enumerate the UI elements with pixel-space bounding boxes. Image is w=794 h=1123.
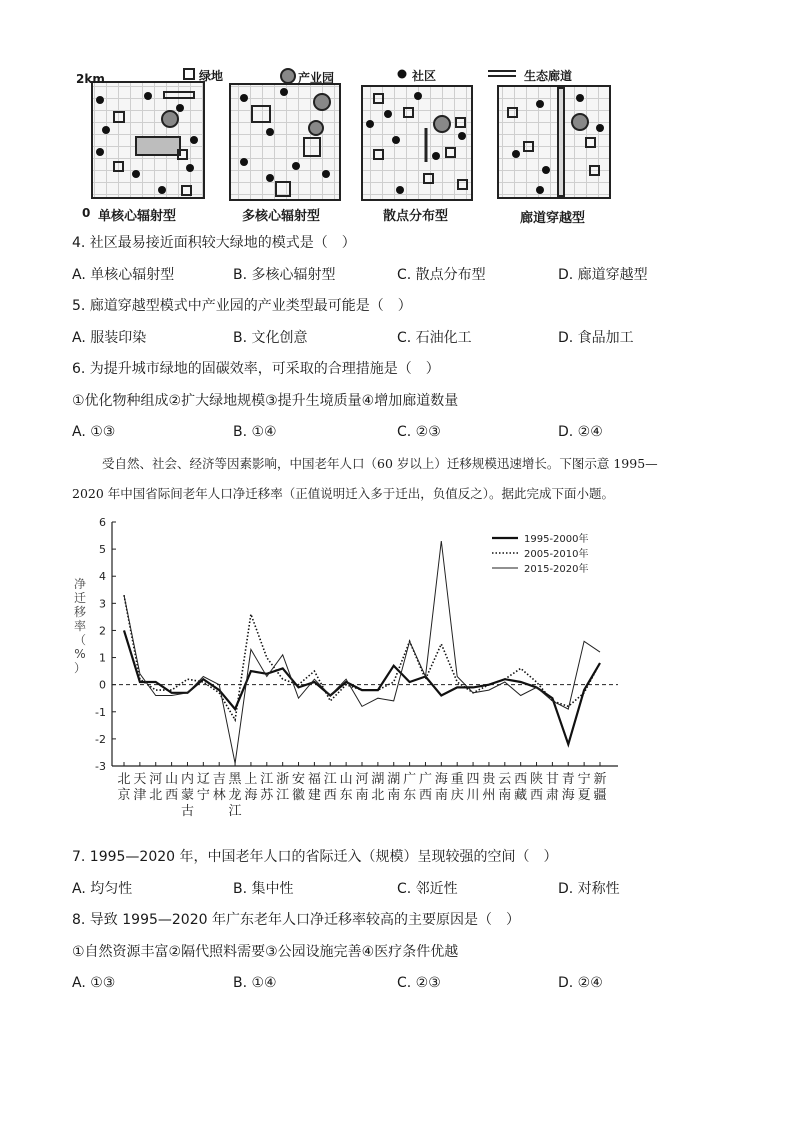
q5-option-c[interactable]: C. 石油化工 xyxy=(397,330,472,346)
x-tick-label: 黑 xyxy=(228,772,242,787)
q8-items: ①自然资源丰富②隔代照料需要③公园设施完善④医疗条件优越 xyxy=(72,944,459,960)
industrial-park xyxy=(314,94,330,110)
y-tick-label: 3 xyxy=(99,597,106,611)
x-tick-label: 福 xyxy=(307,772,321,787)
x-tick-label: 林 xyxy=(212,788,226,803)
legend-label-3: 2015-2020年 xyxy=(524,564,589,575)
q6-option-a[interactable]: A. ①③ xyxy=(72,424,116,440)
x-tick-label: 州 xyxy=(482,788,496,803)
map-single-core xyxy=(92,82,204,198)
x-tick-label: 北 xyxy=(117,772,131,787)
legend-community-label: 社区 xyxy=(412,69,437,83)
x-tick-label: 重 xyxy=(450,772,464,787)
x-tick-label: 甘 xyxy=(545,772,559,787)
x-tick-label: 湖 xyxy=(371,772,385,787)
x-tick-label: 龙 xyxy=(228,788,242,803)
x-tick-label: 吉 xyxy=(212,772,226,787)
q7-option-c[interactable]: C. 邻近性 xyxy=(397,881,458,897)
q4-option-a[interactable]: A. 单核心辐射型 xyxy=(72,267,175,283)
q5-option-a[interactable]: A. 服装印染 xyxy=(72,330,147,346)
map-multi-core xyxy=(230,84,340,200)
y-tick-label: 2 xyxy=(99,624,106,638)
x-tick-label: 西 xyxy=(323,788,337,803)
x-tick-label: 四 xyxy=(466,772,480,787)
map-figure-svg xyxy=(70,62,630,228)
legend-label-1: 1995-2000年 xyxy=(524,534,589,545)
q4-option-b[interactable]: B. 多核心辐射型 xyxy=(233,267,336,283)
x-tick-label: 藏 xyxy=(514,788,528,803)
q8-option-d[interactable]: D. ②④ xyxy=(558,975,603,991)
y-tick-label: -3 xyxy=(95,760,106,773)
x-tick-label: 江 xyxy=(276,788,290,803)
scale-top-label: 2km xyxy=(76,72,105,86)
x-tick-label: 北 xyxy=(149,788,163,803)
y-tick-label: 0 xyxy=(99,678,106,692)
q6-items: ①优化物种组成②扩大绿地规模③提升生境质量④增加廊道数量 xyxy=(72,393,459,409)
x-tick-label: 建 xyxy=(307,788,321,803)
x-tick-label: 南 xyxy=(355,788,369,803)
intro-line-2: 2020 年中国省际间老年人口净迁移率（正值说明迁入多于迁出，负值反之）。据此完成下面小题。 xyxy=(72,486,615,501)
x-tick-label: 山 xyxy=(165,772,179,787)
q8-stem: 8. 导致 1995—2020 年广东老年人口净迁移率较高的主要原因是（ ） xyxy=(72,912,520,928)
y-tick-label: 5 xyxy=(99,543,106,557)
x-tick-label: 云 xyxy=(498,772,512,787)
x-tick-label: 北 xyxy=(371,788,385,803)
y-axis-label: 率 xyxy=(73,619,87,633)
x-tick-label: 浙 xyxy=(276,772,290,787)
intro-line-1: 受自然、社会、经济等因素影响，中国老年人口（60 岁以上）迁移规模迅速增长。下图示意 1995— xyxy=(102,456,658,471)
y-axis-label: % xyxy=(74,647,86,661)
map-figure xyxy=(70,62,630,228)
x-tick-label: 东 xyxy=(339,788,353,803)
x-tick-label: 京 xyxy=(117,788,131,803)
x-tick-label: 西 xyxy=(530,788,544,803)
q7-stem: 7. 1995—2020 年，中国老年人口的省际迁入（规模）呈现较强的空间（ ） xyxy=(72,849,558,865)
double-line-icon xyxy=(488,71,516,76)
q7-option-d[interactable]: D. 对称性 xyxy=(558,881,620,897)
x-tick-label: 津 xyxy=(133,788,147,803)
y-tick-label: -1 xyxy=(95,705,106,719)
x-tick-label: 海 xyxy=(244,788,258,803)
x-tick-label: 西 xyxy=(514,772,528,787)
y-axis-label: （ xyxy=(73,633,87,647)
x-tick-label: 陕 xyxy=(530,772,544,787)
q7-option-b[interactable]: B. 集中性 xyxy=(233,881,294,897)
y-axis-label: 移 xyxy=(73,605,87,619)
x-tick-label: 内 xyxy=(180,772,194,787)
map-caption-1: 单核心辐射型 xyxy=(98,209,177,224)
x-tick-label: 辽 xyxy=(196,772,210,787)
x-tick-label: 天 xyxy=(133,772,147,787)
y-axis-label: 迁 xyxy=(73,591,87,605)
eco-corridor xyxy=(558,88,564,196)
y-tick-label: 1 xyxy=(99,651,106,665)
y-tick-label: 6 xyxy=(99,516,106,529)
x-tick-label: 夏 xyxy=(577,788,591,803)
x-tick-label: 海 xyxy=(561,788,575,803)
q4-option-c[interactable]: C. 散点分布型 xyxy=(397,267,486,283)
q6-option-b[interactable]: B. ①④ xyxy=(233,424,277,440)
q8-option-c[interactable]: C. ②③ xyxy=(397,975,441,991)
q8-option-a[interactable]: A. ①③ xyxy=(72,975,116,991)
q7-option-a[interactable]: A. 均匀性 xyxy=(72,881,133,897)
x-tick-label: 山 xyxy=(339,772,353,787)
migration-chart-svg xyxy=(60,510,640,840)
scale-bottom-label: 0 xyxy=(82,206,91,220)
industrial-park xyxy=(162,111,178,127)
x-tick-label: 江 xyxy=(260,772,274,787)
q6-option-c[interactable]: C. ②③ xyxy=(397,424,441,440)
legend-green-label: 绿地 xyxy=(199,69,224,83)
legend-corridor-label: 生态廊道 xyxy=(524,69,573,83)
x-tick-label: 古 xyxy=(180,804,194,819)
series-line-2 xyxy=(124,595,600,720)
x-tick-label: 西 xyxy=(418,788,432,803)
map-scattered xyxy=(362,86,472,200)
x-tick-label: 西 xyxy=(165,788,179,803)
y-tick-label: -2 xyxy=(95,732,106,746)
q5-stem: 5. 廊道穿越型模式中产业园的产业类型最可能是（ ） xyxy=(72,298,412,314)
x-tick-label: 南 xyxy=(387,788,401,803)
x-tick-label: 宁 xyxy=(577,772,591,787)
y-axis-label: 净 xyxy=(73,577,87,591)
x-tick-label: 徽 xyxy=(292,788,306,803)
x-tick-label: 贵 xyxy=(482,772,496,787)
x-tick-label: 新 xyxy=(593,772,607,787)
x-tick-label: 河 xyxy=(149,772,163,787)
x-tick-label: 宁 xyxy=(196,788,210,803)
x-tick-label: 湖 xyxy=(387,772,401,787)
x-tick-label: 广 xyxy=(403,772,417,787)
q5-option-d[interactable]: D. 食品加工 xyxy=(558,330,634,346)
x-tick-label: 肃 xyxy=(545,788,559,803)
green-space xyxy=(136,137,180,155)
x-tick-label: 苏 xyxy=(260,788,274,803)
x-tick-label: 河 xyxy=(355,772,369,787)
map-corridor xyxy=(498,86,610,198)
q8-option-b[interactable]: B. ①④ xyxy=(233,975,277,991)
x-tick-label: 安 xyxy=(292,772,306,787)
x-tick-label: 疆 xyxy=(593,788,607,803)
x-tick-label: 川 xyxy=(466,788,480,803)
x-tick-label: 蒙 xyxy=(180,788,194,803)
y-tick-label: 4 xyxy=(99,570,106,584)
x-tick-label: 南 xyxy=(498,788,512,803)
x-tick-label: 庆 xyxy=(450,788,464,803)
x-tick-label: 海 xyxy=(434,772,448,787)
map-caption-4: 廊道穿越型 xyxy=(520,211,586,226)
gray-circle-icon xyxy=(281,69,295,83)
q5-option-b[interactable]: B. 文化创意 xyxy=(233,330,308,346)
q4-option-d[interactable]: D. 廊道穿越型 xyxy=(558,267,648,283)
map-caption-2: 多核心辐射型 xyxy=(242,209,321,224)
x-tick-label: 江 xyxy=(323,772,337,787)
q6-option-d[interactable]: D. ②④ xyxy=(558,424,603,440)
q6-stem: 6. 为提升城市绿地的固碳效率，可采取的合理措施是（ ） xyxy=(72,361,440,377)
black-dot-icon xyxy=(398,70,407,79)
x-tick-label: 上 xyxy=(244,772,258,787)
x-tick-label: 青 xyxy=(561,772,575,787)
q4-stem: 4. 社区最易接近面积较大绿地的模式是（ ） xyxy=(72,235,356,251)
legend-label-2: 2005-2010年 xyxy=(524,549,589,560)
migration-chart xyxy=(60,510,640,840)
x-tick-label: 东 xyxy=(403,788,417,803)
map-caption-3: 散点分布型 xyxy=(383,209,449,224)
x-tick-label: 广 xyxy=(418,772,432,787)
legend-industrial-label: 产业园 xyxy=(298,71,335,85)
x-tick-label: 南 xyxy=(434,788,448,803)
x-tick-label: 江 xyxy=(228,804,242,819)
series-line-1 xyxy=(124,630,600,744)
square-outline-icon xyxy=(184,69,194,79)
y-axis-label: ） xyxy=(73,661,87,675)
